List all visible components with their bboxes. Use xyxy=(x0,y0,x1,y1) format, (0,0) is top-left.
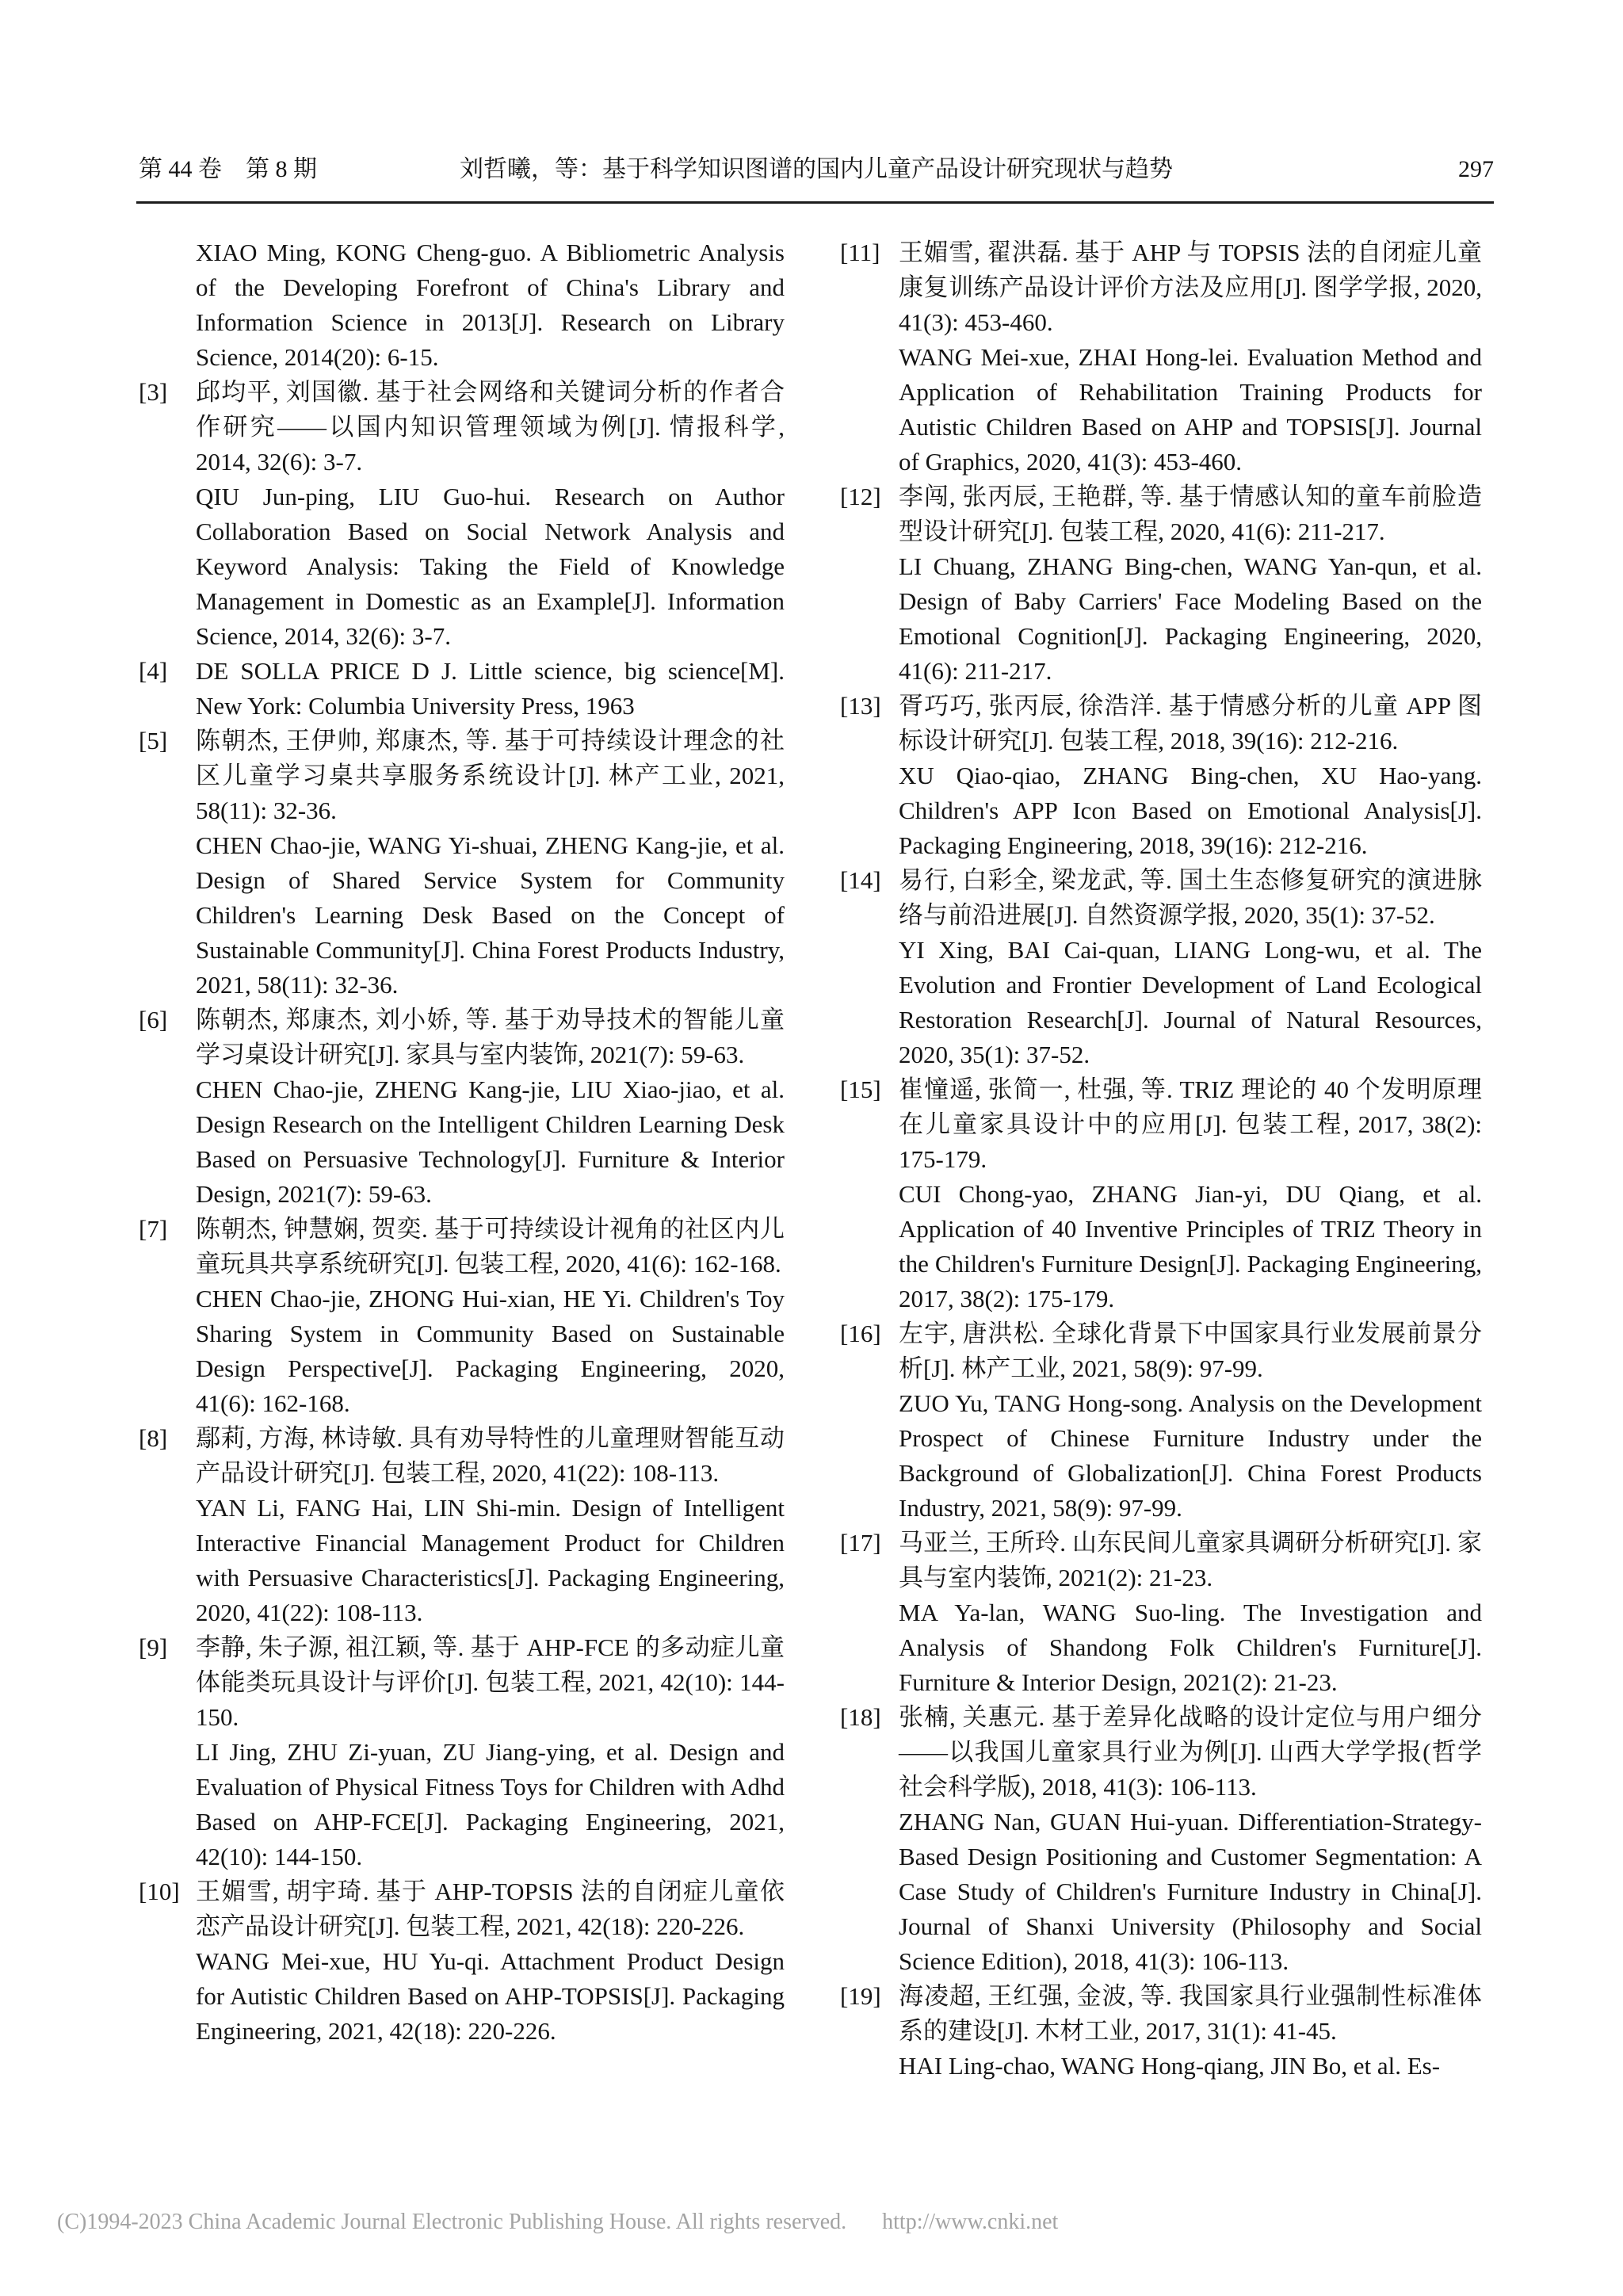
reference-entry xyxy=(840,1072,1482,1316)
reference-number: [10] xyxy=(139,1878,180,1905)
reference-text: 陈朝杰, 钟慧娴, 贺奕. 基于可持续设计视角的社区内儿童玩具共享系统研究[J]. 包装工程, 2020, 41(6): 162-168. xyxy=(196,1215,785,1278)
page-footer xyxy=(57,2208,1058,2237)
reference-text: ZUO Yu, TANG Hong-song. Analysis on the Development Prospect of Chinese Furniture Industry under the Background of Globalization[J]. China Forest Products Industry, 2021, 58(9): 97-99. xyxy=(899,1389,1482,1522)
reference-text: CHEN Chao-jie, ZHONG Hui-xian, HE Yi. Children's Toy Sharing System in Community Based on Sustainable Design Perspective[J]. Packaging Engineering, 2020, 41(6): 162-168. xyxy=(196,1285,785,1417)
reference-entry xyxy=(139,1212,785,1421)
reference-entry xyxy=(139,654,785,724)
reference-entry xyxy=(139,1874,785,2049)
reference-entry xyxy=(139,235,785,375)
reference-entry xyxy=(139,724,785,1003)
reference-text: 海凌超, 王红强, 金波, 等. 我国家具行业强制性标准体系的建设[J]. 木材工业, 2017, 31(1): 41-45. xyxy=(899,1982,1482,2045)
reference-entry xyxy=(840,1700,1482,1979)
reference-entry xyxy=(139,1003,785,1212)
reference-entry xyxy=(139,1421,785,1630)
reference-text: 张楠, 关惠元. 基于差异化战略的设计定位与用户细分——以我国儿童家具行业为例[J]. 山西大学学报(哲学社会科学版), 2018, 41(3): 106-113. xyxy=(899,1703,1482,1801)
reference-text: DE SOLLA PRICE D J. Little science, big science[M]. New York: Columbia University Press, 1963 xyxy=(196,657,785,720)
reference-number: [7] xyxy=(139,1215,168,1243)
reference-text: 王媚雪, 翟洪磊. 基于 AHP 与 TOPSIS 法的自闭症儿童康复训练产品设计评价方法及应用[J]. 图学学报, 2020, 41(3): 453-460. xyxy=(899,239,1482,336)
reference-text: HAI Ling-chao, WANG Hong-qiang, JIN Bo, et al. Es- xyxy=(899,2052,1441,2080)
reference-text: 鄢莉, 方海, 林诗敏. 具有劝导特性的儿童理财智能互动产品设计研究[J]. 包装工程, 2020, 41(22): 108-113. xyxy=(196,1424,785,1487)
reference-text: MA Ya-lan, WANG Suo-ling. The Investigation and Analysis of Shandong Folk Children's Furniture[J]. Furniture & Interior Design, 2021(2): 21-23. xyxy=(899,1599,1482,1696)
copyright-notice: (C)1994-2023 China Academic Journal Electronic Publishing House. All rights reserved. xyxy=(57,2210,847,2234)
reference-entry xyxy=(139,1630,785,1874)
reference-entry xyxy=(139,375,785,654)
reference-number: [11] xyxy=(840,239,880,266)
reference-text: 马亚兰, 王所玲. 山东民间儿童家具调研分析研究[J]. 家具与室内装饰, 2021(2): 21-23. xyxy=(899,1529,1482,1591)
reference-text: 陈朝杰, 郑康杰, 刘小娇, 等. 基于劝导技术的智能儿童学习桌设计研究[J]. 家具与室内装饰, 2021(7): 59-63. xyxy=(196,1006,785,1068)
reference-number: [18] xyxy=(840,1703,881,1731)
reference-text: YAN Li, FANG Hai, LIN Shi-min. Design of Intelligent Interactive Financial Management Product for Children with Persuasive Characteristics[J]. Packaging Engineering, 2020, 41(22): 108-113. xyxy=(196,1494,785,1626)
reference-text: CHEN Chao-jie, ZHENG Kang-jie, LIU Xiao-jiao, et al. Design Research on the Intelligent Children Learning Desk Based on Persuasive Technology[J]. Furniture & Interior Design, 2021(7): 59-63. xyxy=(196,1075,785,1208)
reference-number: [6] xyxy=(139,1006,168,1033)
volume-issue-label: 第 44 卷 第 8 期 xyxy=(139,156,317,182)
reference-entry xyxy=(840,689,1482,863)
reference-number: [19] xyxy=(840,1982,881,2010)
reference-number: [12] xyxy=(840,483,881,510)
reference-text: XIAO Ming, KONG Cheng-guo. A Bibliometric Analysis of the Developing Forefront of China's Library and Information Science in 2013[J]. Research on Library Science, 2014(20): 6-15. xyxy=(196,239,785,371)
footer-url: http://www.cnki.net xyxy=(882,2210,1059,2234)
page-header xyxy=(139,152,1494,187)
reference-text: YI Xing, BAI Cai-quan, LIANG Long-wu, et al. The Evolution and Frontier Development of Land Ecological Restoration Research[J]. Journal of Natural Resources, 2020, 35(1): 37-52. xyxy=(899,936,1482,1068)
reference-text: 胥巧巧, 张丙辰, 徐浩洋. 基于情感分析的儿童 APP 图标设计研究[J]. 包装工程, 2018, 39(16): 212-216. xyxy=(899,692,1482,755)
reference-text: CHEN Chao-jie, WANG Yi-shuai, ZHENG Kang-jie, et al. Design of Shared Service System for Community Children's Learning Desk Based on the Concept of Sustainable Community[J]. China Forest Products Industry, 2021, 58(11): 32-36. xyxy=(196,831,785,999)
reference-entry xyxy=(840,1979,1482,2084)
reference-text: 李闯, 张丙辰, 王艳群, 等. 基于情感认知的童车前脸造型设计研究[J]. 包装工程, 2020, 41(6): 211-217. xyxy=(899,483,1482,545)
reference-text: 易行, 白彩全, 梁龙武, 等. 国土生态修复研究的演进脉络与前沿进展[J]. 自然资源学报, 2020, 35(1): 37-52. xyxy=(899,866,1482,929)
reference-text: 陈朝杰, 王伊帅, 郑康杰, 等. 基于可持续设计理念的社区儿童学习桌共享服务系统设计[J]. 林产工业, 2021, 58(11): 32-36. xyxy=(196,727,785,824)
reference-number: [14] xyxy=(840,866,881,894)
reference-number: [15] xyxy=(840,1075,881,1103)
reference-number: [8] xyxy=(139,1424,168,1452)
header-rule xyxy=(136,201,1494,204)
reference-number: [5] xyxy=(139,727,168,755)
reference-number: [3] xyxy=(139,378,168,406)
references-column-right xyxy=(840,235,1482,2084)
reference-text: QIU Jun-ping, LIU Guo-hui. Research on Author Collaboration Based on Social Network Analysis and Keyword Analysis: Taking the Field of Knowledge Management in Domestic as an Example[J]. Information Science, 2014, 32(6): 3-7. xyxy=(196,483,785,650)
reference-text: WANG Mei-xue, HU Yu-qi. Attachment Product Design for Autistic Children Based on AHP-TOPSIS[J]. Packaging Engineering, 2021, 42(18): 220-226. xyxy=(196,1947,785,2045)
reference-entry xyxy=(840,1316,1482,1526)
reference-text: WANG Mei-xue, ZHAI Hong-lei. Evaluation Method and Application of Rehabilitation Training Products for Autistic Children Based on AHP and TOPSIS[J]. Journal of Graphics, 2020, 41(3): 453-460. xyxy=(899,343,1482,476)
references-column-left xyxy=(139,235,785,2049)
reference-text: 邱均平, 刘国徽. 基于社会网络和关键词分析的作者合作研究——以国内知识管理领域为例[J]. 情报科学, 2014, 32(6): 3-7. xyxy=(196,378,785,476)
reference-text: 王媚雪, 胡宇琦. 基于 AHP-TOPSIS 法的自闭症儿童依恋产品设计研究[J]. 包装工程, 2021, 42(18): 220-226. xyxy=(196,1878,785,1940)
reference-entry xyxy=(840,235,1482,479)
reference-entry xyxy=(840,479,1482,689)
reference-text: LI Chuang, ZHANG Bing-chen, WANG Yan-qun, et al. Design of Baby Carriers' Face Modeling Based on the Emotional Cognition[J]. Packaging Engineering, 2020, 41(6): 211-217. xyxy=(899,552,1482,685)
reference-entry xyxy=(840,1526,1482,1700)
reference-text: LI Jing, ZHU Zi-yuan, ZU Jiang-ying, et al. Design and Evaluation of Physical Fitness Toys for Children with Adhd Based on AHP-FCE[J]. Packaging Engineering, 2021, 42(10): 144-150. xyxy=(196,1738,785,1870)
reference-entry xyxy=(840,863,1482,1072)
reference-number: [17] xyxy=(840,1529,881,1557)
reference-number: [16] xyxy=(840,1320,881,1347)
reference-number: [4] xyxy=(139,657,168,685)
reference-text: CUI Chong-yao, ZHANG Jian-yi, DU Qiang, et al. Application of 40 Inventive Principles of TRIZ Theory in the Children's Furniture Design[J]. Packaging Engineering, 2017, 38(2): 175-179. xyxy=(899,1180,1482,1312)
reference-number: [13] xyxy=(840,692,881,720)
reference-text: 李静, 朱子源, 祖江颖, 等. 基于 AHP-FCE 的多动症儿童体能类玩具设计与评价[J]. 包装工程, 2021, 42(10): 144-150. xyxy=(196,1633,785,1731)
running-title: 刘哲曦，等：基于科学知识图谱的国内儿童产品设计研究现状与趋势 xyxy=(460,156,1173,182)
page-number: 297 xyxy=(1458,156,1494,182)
reference-text: 左宇, 唐洪松. 全球化背景下中国家具行业发展前景分析[J]. 林产工业, 2021, 58(9): 97-99. xyxy=(899,1320,1482,1382)
reference-text: ZHANG Nan, GUAN Hui-yuan. Differentiation-Strategy-Based Design Positioning and Customer Segmentation: A Case Study of Children's Furniture Industry in China[J]. Journal of Shanxi University (Philosophy and Social Science Edition), 2018, 41(3): 106-113. xyxy=(899,1808,1482,1975)
reference-text: 崔憧遥, 张简一, 杜强, 等. TRIZ 理论的 40 个发明原理在儿童家具设计中的应用[J]. 包装工程, 2017, 38(2): 175-179. xyxy=(899,1075,1482,1173)
reference-text: XU Qiao-qiao, ZHANG Bing-chen, XU Hao-yang. Children's APP Icon Based on Emotional Analysis[J]. Packaging Engineering, 2018, 39(16): 212-216. xyxy=(899,762,1482,859)
reference-number: [9] xyxy=(139,1633,168,1661)
